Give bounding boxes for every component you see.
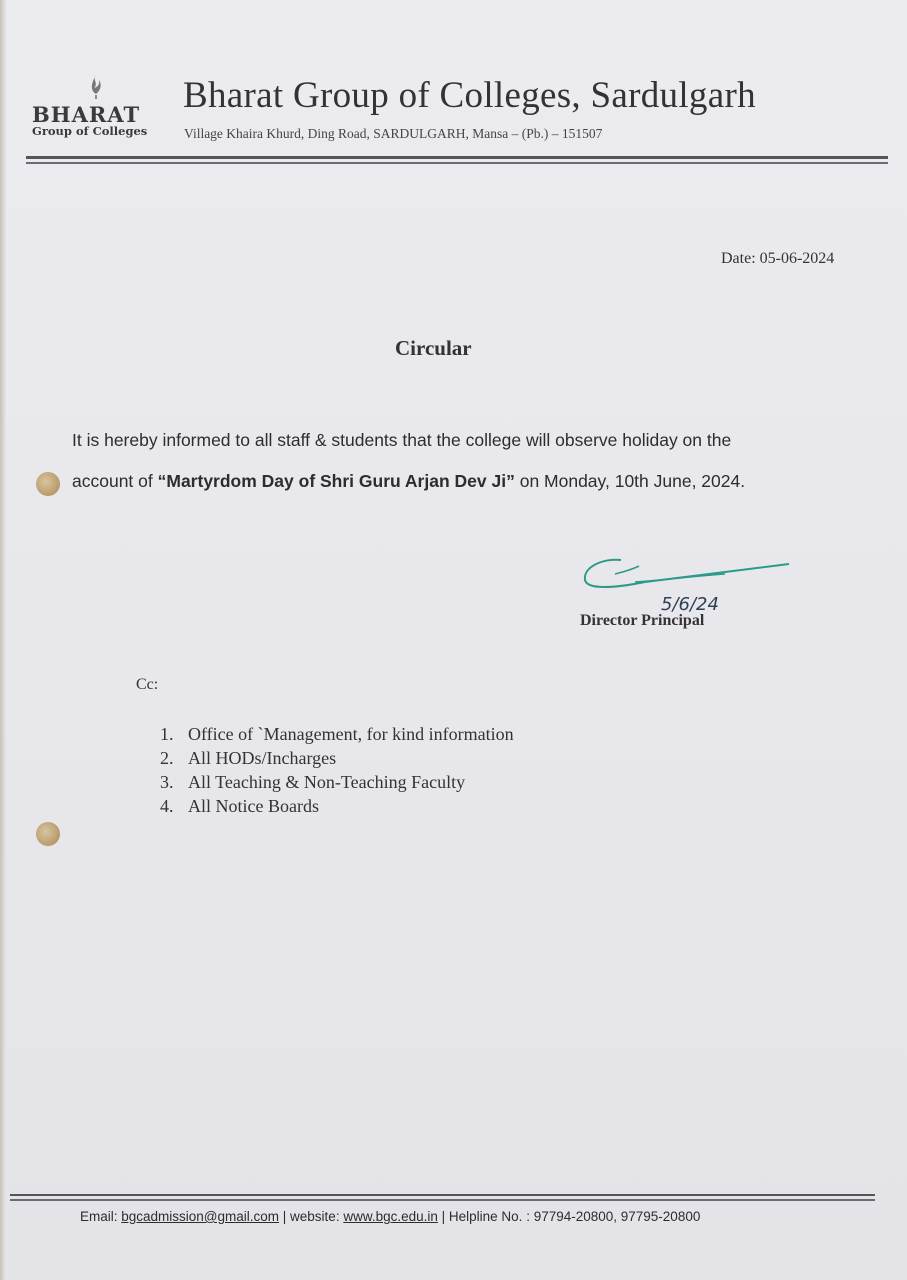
- website-label: | website:: [279, 1209, 344, 1224]
- circular-title: Circular: [395, 336, 472, 360]
- body-prefix: account of: [72, 471, 158, 491]
- college-logo: [32, 74, 162, 144]
- cc-item-text: All HODs/Incharges: [188, 748, 337, 768]
- cc-item-text: All Notice Boards: [188, 796, 319, 816]
- punch-hole-icon: [36, 822, 60, 846]
- logo-name: BHARAT: [32, 102, 141, 127]
- cc-list: [160, 722, 514, 818]
- cc-item-text: Office of `Management, for kind information: [188, 724, 514, 744]
- cc-label: Cc:: [136, 676, 159, 693]
- cc-item: [160, 722, 514, 746]
- cc-item-number: 2.: [160, 748, 174, 768]
- body-line-2: [72, 461, 832, 502]
- punch-hole-icon: [36, 472, 60, 496]
- body-suffix: on Monday, 10th June, 2024.: [514, 471, 746, 491]
- header-rule: [26, 156, 888, 159]
- body-line-1: It is hereby informed to all staff & students that the college will observe holiday on the: [72, 430, 732, 450]
- college-address: Village Khaira Khurd, Ding Road, SARDULGARH, Mansa – (Pb.) – 151507: [184, 126, 603, 141]
- circular-date: Date: 05-06-2024: [721, 250, 835, 267]
- footer-contact: [80, 1209, 700, 1224]
- paper-edge: [0, 0, 6, 1280]
- college-title: Bharat Group of Colleges, Sardulgarh: [183, 75, 756, 116]
- header-rule-secondary: [26, 162, 888, 164]
- signatory-title: Director Principal: [580, 612, 705, 629]
- cc-item-text: All Teaching & Non-Teaching Faculty: [188, 772, 466, 792]
- occasion-name: “Martyrdom Day of Shri Guru Arjan Dev Ji”: [157, 471, 515, 491]
- flame-logo-icon: [87, 74, 105, 100]
- signature-date: 5/6/24: [661, 594, 719, 615]
- cc-item-number: 1.: [160, 724, 174, 744]
- circular-body: [72, 420, 832, 502]
- email-label: Email:: [80, 1209, 122, 1224]
- cc-item: [160, 746, 514, 770]
- cc-item-number: 3.: [160, 772, 174, 792]
- footer-rule-secondary: [10, 1199, 875, 1201]
- cc-item: [160, 770, 514, 794]
- logo-subtitle: Group of Colleges: [32, 124, 148, 138]
- footer-rule: [10, 1194, 875, 1196]
- email-link[interactable]: bgcadmission@gmail.com: [121, 1209, 280, 1224]
- helpline-text: | Helpline No. : 97794-20800, 97795-20800: [437, 1209, 701, 1224]
- cc-item: [160, 794, 514, 818]
- website-link[interactable]: www.bgc.edu.in: [343, 1209, 438, 1224]
- cc-item-number: 4.: [160, 796, 174, 816]
